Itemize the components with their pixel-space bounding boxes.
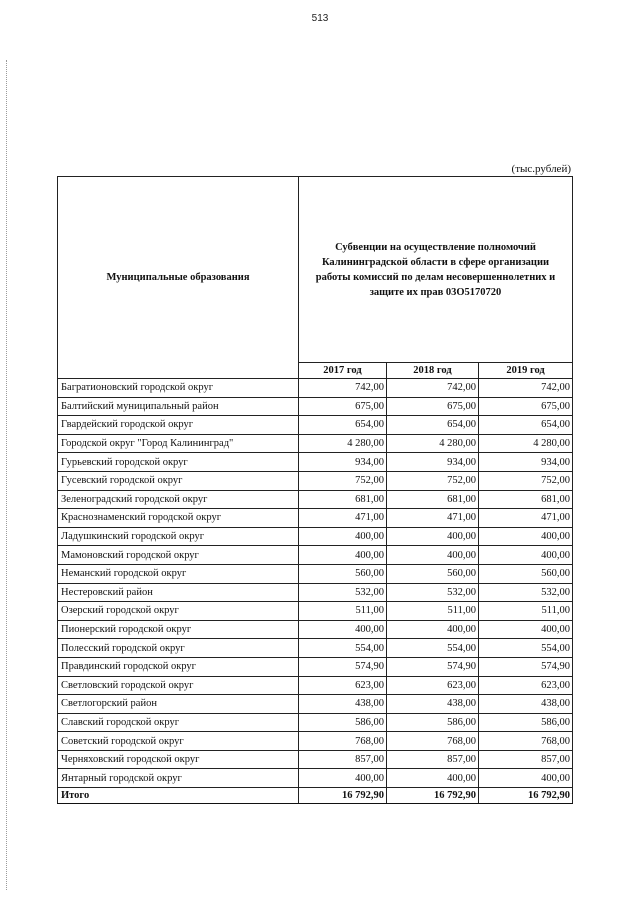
municipality-name: Гусевский городской округ xyxy=(58,471,299,490)
table-header xyxy=(58,177,573,379)
amount-cell: 4 280,00 xyxy=(387,434,479,453)
page-number: 513 xyxy=(311,13,329,24)
amount-cell: 586,00 xyxy=(479,713,573,732)
amount-cell: 400,00 xyxy=(299,769,387,788)
amount-cell: 623,00 xyxy=(387,676,479,695)
amount-cell: 742,00 xyxy=(387,379,479,398)
table-row xyxy=(58,583,573,602)
table-row xyxy=(58,769,573,788)
table-row xyxy=(58,453,573,472)
amount-cell: 574,90 xyxy=(479,657,573,676)
unit-note: (тыс.рублей) xyxy=(511,163,571,175)
table-row xyxy=(58,490,573,509)
amount-cell: 400,00 xyxy=(387,527,479,546)
amount-cell: 438,00 xyxy=(299,695,387,714)
amount-cell: 675,00 xyxy=(479,397,573,416)
total-amount-cell: 16 792,90 xyxy=(299,788,387,804)
table-row xyxy=(58,509,573,528)
amount-cell: 554,00 xyxy=(479,639,573,658)
amount-cell: 752,00 xyxy=(387,471,479,490)
amount-cell: 574,90 xyxy=(387,657,479,676)
amount-cell: 752,00 xyxy=(299,471,387,490)
municipality-name: Зеленоградский городской округ xyxy=(58,490,299,509)
municipality-name: Балтийский муниципальный район xyxy=(58,397,299,416)
amount-cell: 675,00 xyxy=(299,397,387,416)
municipality-name: Неманский городской округ xyxy=(58,564,299,583)
amount-cell: 742,00 xyxy=(299,379,387,398)
amount-cell: 471,00 xyxy=(479,509,573,528)
amount-cell: 586,00 xyxy=(299,713,387,732)
table-row xyxy=(58,527,573,546)
table-row xyxy=(58,471,573,490)
table-body xyxy=(58,379,573,804)
amount-cell: 554,00 xyxy=(299,639,387,658)
year-header: 2018 год xyxy=(387,363,479,379)
scan-margin-marks xyxy=(6,60,9,890)
amount-cell: 768,00 xyxy=(299,732,387,751)
municipality-name: Озерский городской округ xyxy=(58,602,299,621)
table-row xyxy=(58,732,573,751)
municipality-name: Полесский городской округ xyxy=(58,639,299,658)
amount-cell: 471,00 xyxy=(387,509,479,528)
municipality-name: Светлогорский район xyxy=(58,695,299,714)
total-amount-cell: 16 792,90 xyxy=(479,788,573,804)
amount-cell: 560,00 xyxy=(299,564,387,583)
amount-cell: 438,00 xyxy=(387,695,479,714)
table-row xyxy=(58,713,573,732)
year-header: 2019 год xyxy=(479,363,573,379)
amount-cell: 400,00 xyxy=(299,527,387,546)
municipality-name: Пионерский городской округ xyxy=(58,620,299,639)
table-row xyxy=(58,546,573,565)
table-row xyxy=(58,397,573,416)
table-row xyxy=(58,379,573,398)
amount-cell: 586,00 xyxy=(387,713,479,732)
amount-cell: 438,00 xyxy=(479,695,573,714)
table-row xyxy=(58,676,573,695)
amount-cell: 400,00 xyxy=(387,769,479,788)
amount-cell: 532,00 xyxy=(387,583,479,602)
amount-cell: 654,00 xyxy=(479,416,573,435)
amount-cell: 400,00 xyxy=(479,527,573,546)
amount-cell: 532,00 xyxy=(299,583,387,602)
amount-cell: 532,00 xyxy=(479,583,573,602)
amount-cell: 857,00 xyxy=(479,750,573,769)
municipality-name: Черняховский городской округ xyxy=(58,750,299,769)
municipality-name: Городской округ "Город Калининград" xyxy=(58,434,299,453)
amount-cell: 742,00 xyxy=(479,379,573,398)
amount-cell: 400,00 xyxy=(479,620,573,639)
table-row xyxy=(58,602,573,621)
amount-cell: 623,00 xyxy=(479,676,573,695)
municipality-name: Багратионовский городской округ xyxy=(58,379,299,398)
amount-cell: 471,00 xyxy=(299,509,387,528)
municipality-name: Нестеровский район xyxy=(58,583,299,602)
municipality-name: Краснознаменский городской округ xyxy=(58,509,299,528)
amount-cell: 560,00 xyxy=(387,564,479,583)
municipality-name: Правдинский городской округ xyxy=(58,657,299,676)
municipality-name: Гвардейский городской округ xyxy=(58,416,299,435)
amount-cell: 511,00 xyxy=(479,602,573,621)
amount-cell: 4 280,00 xyxy=(479,434,573,453)
amount-cell: 400,00 xyxy=(387,546,479,565)
total-label: Итого xyxy=(58,788,299,804)
municipality-name: Светловский городской округ xyxy=(58,676,299,695)
amount-cell: 4 280,00 xyxy=(299,434,387,453)
amount-cell: 400,00 xyxy=(479,769,573,788)
table-row xyxy=(58,620,573,639)
table-row xyxy=(58,416,573,435)
year-header: 2017 год xyxy=(299,363,387,379)
amount-cell: 857,00 xyxy=(299,750,387,769)
amount-cell: 574,90 xyxy=(299,657,387,676)
amount-cell: 752,00 xyxy=(479,471,573,490)
table-row xyxy=(58,695,573,714)
municipality-name: Ладушкинский городской округ xyxy=(58,527,299,546)
amount-cell: 554,00 xyxy=(387,639,479,658)
amount-cell: 934,00 xyxy=(387,453,479,472)
amount-cell: 681,00 xyxy=(299,490,387,509)
municipality-name: Гурьевский городской округ xyxy=(58,453,299,472)
amount-cell: 511,00 xyxy=(299,602,387,621)
total-amount-cell: 16 792,90 xyxy=(387,788,479,804)
amount-cell: 560,00 xyxy=(479,564,573,583)
total-row xyxy=(58,788,573,804)
amount-cell: 681,00 xyxy=(387,490,479,509)
amount-cell: 857,00 xyxy=(387,750,479,769)
table-row xyxy=(58,750,573,769)
municipality-name: Янтарный городской округ xyxy=(58,769,299,788)
amount-cell: 654,00 xyxy=(299,416,387,435)
amount-cell: 934,00 xyxy=(299,453,387,472)
amount-cell: 675,00 xyxy=(387,397,479,416)
amount-cell: 768,00 xyxy=(479,732,573,751)
amount-cell: 400,00 xyxy=(299,620,387,639)
table-row xyxy=(58,657,573,676)
amount-cell: 681,00 xyxy=(479,490,573,509)
amount-cell: 934,00 xyxy=(479,453,573,472)
municipality-name: Мамоновский городской округ xyxy=(58,546,299,565)
table-row xyxy=(58,564,573,583)
subvention-column-header: Субвенции на осуществление полномочий Калининградской области в сфере организации работы комиссий по делам несовершеннолетних и защите их прав 03О5170720 xyxy=(299,177,573,363)
table-row xyxy=(58,639,573,658)
name-column-header: Муниципальные образования xyxy=(58,177,299,379)
amount-cell: 511,00 xyxy=(387,602,479,621)
amount-cell: 400,00 xyxy=(479,546,573,565)
municipality-name: Советский городской округ xyxy=(58,732,299,751)
amount-cell: 768,00 xyxy=(387,732,479,751)
amount-cell: 654,00 xyxy=(387,416,479,435)
municipality-name: Славский городской округ xyxy=(58,713,299,732)
amount-cell: 623,00 xyxy=(299,676,387,695)
amount-cell: 400,00 xyxy=(387,620,479,639)
table-row xyxy=(58,434,573,453)
amount-cell: 400,00 xyxy=(299,546,387,565)
subventions-table xyxy=(57,176,573,804)
